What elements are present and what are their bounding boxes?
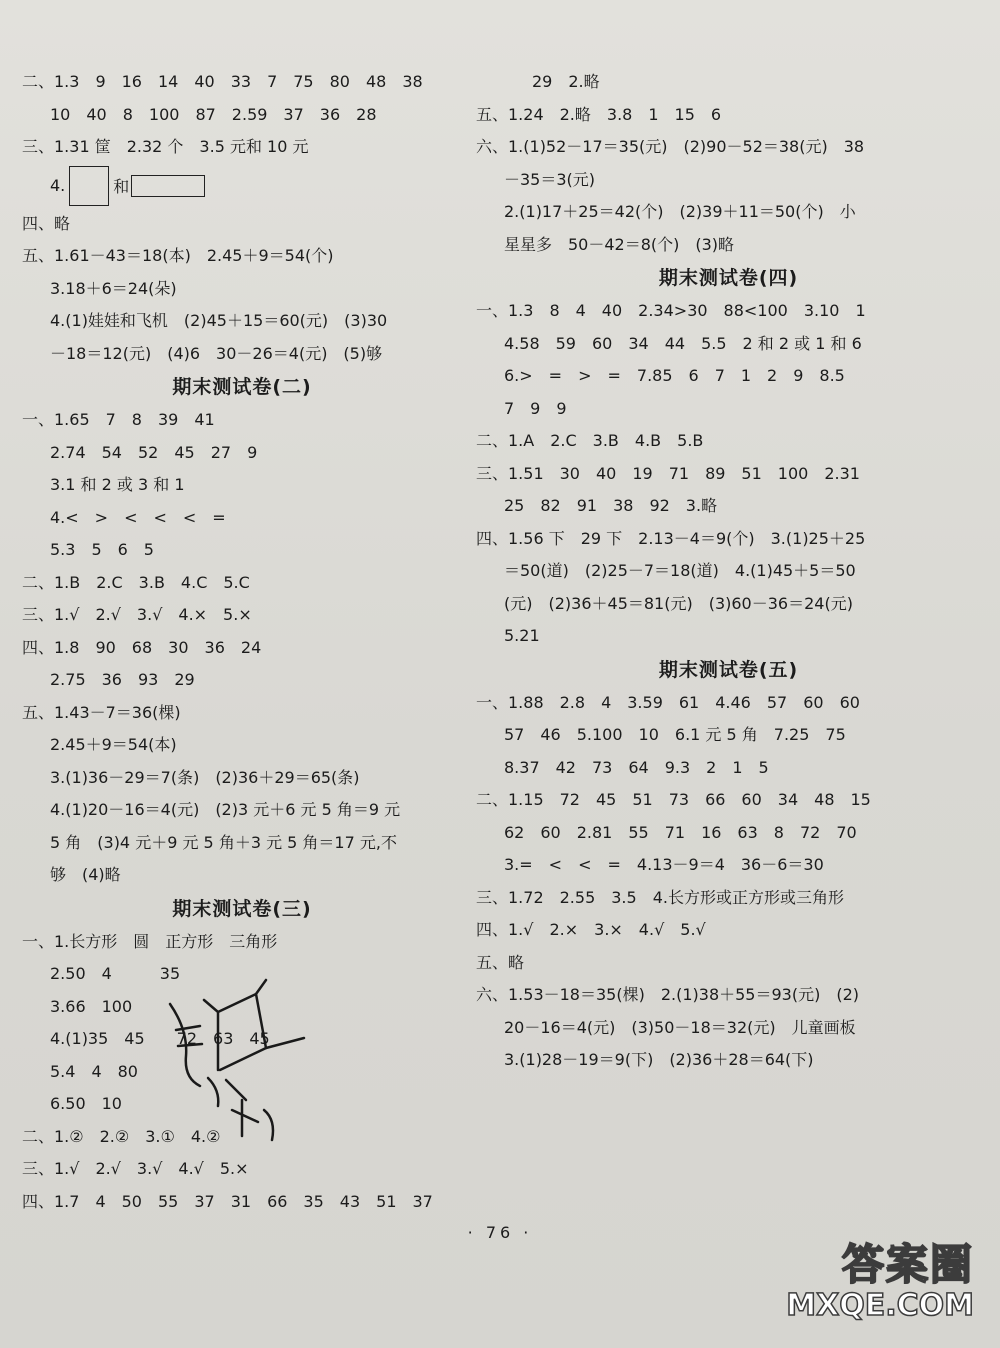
answer-line: 五、1.61－43＝18(本) 2.45＋9＝54(个) [22,246,334,265]
square-box-figure [69,166,109,206]
section-heading: 期末测试卷(五) [658,658,799,681]
answer-line: 5 角 (3)4 元＋9 元 5 角＋3 元 5 角＝17 元,不 [50,832,397,852]
answer-line: 57 46 5.100 10 6.1 元 5 角 7.25 75 [504,725,846,744]
answer-line: 5.21 [504,626,540,645]
answer-line: 10 40 8 100 87 2.59 37 36 28 [50,104,377,124]
answer-line: 三、1.√ 2.√ 3.√ 4.× 5.× [22,605,252,624]
box-answer-row [22,164,462,208]
answer-line: 二、1.15 72 45 51 73 66 60 34 48 15 [476,790,871,809]
answer-line: 2.50 4 35 [50,964,181,983]
answer-line: 4.(1)娃娃和飞机 (2)45＋15＝60(元) (3)30 [50,311,388,330]
answer-line: 4.(1)35 45 72 63 45 [50,1029,270,1048]
page-number: · 76 · [467,1223,533,1242]
answer-line: 5.4 4 80 [50,1061,138,1081]
answer-line: 星星多 50－42＝8(个) (3)略 [504,234,735,254]
answer-line: 六、1.(1)52－17＝35(元) (2)90－52＝38(元) 38 [476,137,865,156]
answer-line: 4.(1)20－16＝4(元) (2)3 元＋6 元 5 角＝9 元 [50,800,401,819]
answer-line: 6.50 10 [50,1094,122,1113]
answer-line: 3.66 100 [50,996,133,1016]
answer-line: (元) (2)36＋45＝81(元) (3)60－36＝24(元) [504,593,853,613]
answer-line: 四、略 [22,213,71,233]
answer-line: 3.(1)28－19＝9(下) (2)36＋28＝64(下) [504,1050,814,1069]
answer-line: 一、1.3 8 4 40 2.34>30 88<100 3.10 1 [476,301,866,320]
answer-line: 三、1.31 筐 2.32 个 3.5 元和 10 元 [22,137,309,156]
answer-line: 4.58 59 60 34 44 5.5 2 和 2 或 1 和 6 [504,333,862,353]
answer-line: 够 (4)略 [50,865,121,884]
answer-line: 3.(1)36－29＝7(条) (2)36＋29＝65(条) [50,767,360,787]
answer-line: 四、1.56 下 29 下 2.13－4＝9(个) 3.(1)25＋25 [476,528,866,548]
section-heading: 期末测试卷(三) [172,897,312,920]
section-heading: 期末测试卷(四) [658,267,799,289]
answer-line: 五、1.24 2.略 3.8 1 15 6 [476,104,722,124]
answer-line: 8.37 42 73 64 9.3 2 1 5 [504,757,769,777]
answer-line: 3.= < < = 4.13－9＝4 36－6＝30 [504,855,824,874]
answer-line: 3.18＋6＝24(朵) [50,278,177,298]
answer-line: 2.45＋9＝54(本) [50,735,177,754]
answer-line: 四、1.7 4 50 55 37 31 66 35 43 51 37 [22,1191,433,1211]
answer-line: 二、1.② 2.② 3.① 4.② [22,1126,221,1146]
answer-line: －35＝3(元) [504,169,596,189]
answer-line: 2.(1)17＋25＝42(个) (2)39＋11＝50(个) 小 [504,202,856,221]
answer-line: 六、1.53－18＝35(棵) 2.(1)38＋55＝93(元) (2) [476,985,859,1004]
answer-line: 一、1.65 7 8 39 41 [22,410,215,429]
answer-line: 五、略 [476,952,525,972]
question-number: 4. [50,176,66,195]
answer-line: 三、1.72 2.55 3.5 4.长方形或正方形或三角形 [476,887,844,907]
answer-line: 一、1.88 2.8 4 3.59 61 4.46 57 60 60 [476,692,860,712]
answer-line: －18＝12(元) (4)6 30－26＝4(元) (5)够 [50,343,383,363]
answer-line: 6.> = > = 7.85 6 7 1 2 9 8.5 [504,366,845,385]
answer-line: 2.75 36 93 29 [50,670,195,689]
watermark-url: MXQE.COM [786,1288,974,1323]
site-watermark [728,1232,988,1342]
answer-line: 三、1.√ 2.√ 3.√ 4.√ 5.× [22,1159,249,1178]
right-column [476,66,981,1077]
answer-line: 二、1.A 2.C 3.B 4.B 5.B [476,431,704,450]
answer-line: 5.3 5 6 5 [50,540,154,559]
answer-line: 二、1.3 9 16 14 40 33 7 75 80 48 38 [22,72,423,91]
section-heading: 期末测试卷(二) [172,376,312,398]
handwritten-stamp-icon [148,960,318,1150]
watermark-logo: 答案圈 [841,1240,974,1289]
answer-line: 四、1.8 90 68 30 36 24 [22,637,262,657]
answer-line: 二、1.B 2.C 3.B 4.C 5.C [22,572,250,592]
answer-line: ＝50(道) (2)25－7＝18(道) 4.(1)45＋5＝50 [504,561,856,580]
and-label: 和 [113,177,130,196]
answer-line: 一、1.长方形 圆 正方形 三角形 [22,931,278,951]
answer-line: 三、1.51 30 40 19 71 89 51 100 2.31 [476,463,860,483]
rectangle-box-figure [131,175,205,197]
answer-line: 五、1.43－7＝36(棵) [22,702,181,722]
answer-line: 2.74 54 52 45 27 9 [50,442,258,462]
answer-line: 4.< > < < < = [50,507,226,527]
answer-line: 3.1 和 2 或 3 和 1 [50,475,185,494]
answer-line: 25 82 91 38 92 3.略 [504,496,718,515]
answer-line: 20－16＝4(元) (3)50－18＝32(元) 儿童画板 [504,1017,856,1037]
answer-line: 7 9 9 [504,398,567,418]
answer-line: 四、1.√ 2.× 3.× 4.√ 5.√ [476,920,706,939]
answer-line: 29 2.略 [532,72,600,91]
answer-line: 62 60 2.81 55 71 16 63 8 72 70 [504,822,857,842]
